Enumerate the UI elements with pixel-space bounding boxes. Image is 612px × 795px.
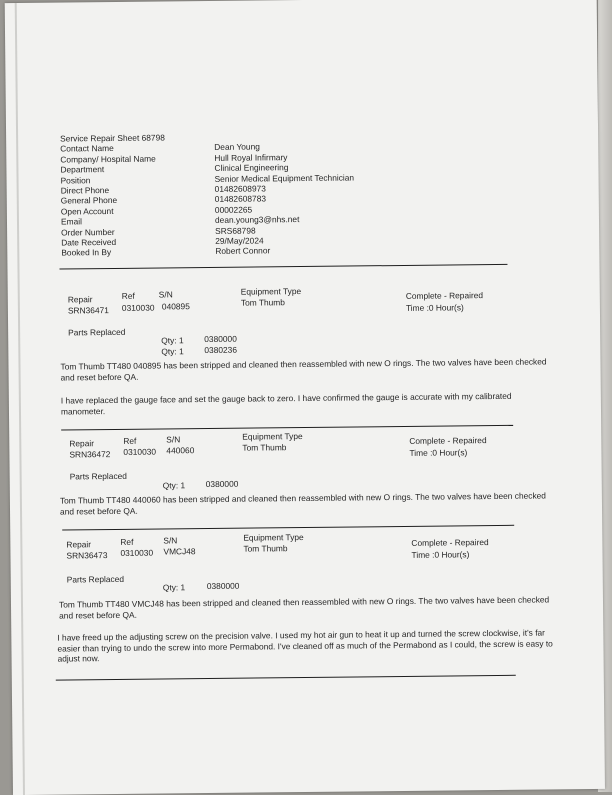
field-label: Booked In By bbox=[61, 247, 111, 258]
equipment-type: Tom Thumb bbox=[243, 543, 287, 554]
field-label: Email bbox=[61, 216, 82, 227]
repair-label: Repair bbox=[68, 294, 93, 305]
field-label: Position bbox=[61, 175, 91, 186]
repair-label: Repair bbox=[69, 438, 94, 449]
ref-label: Ref bbox=[123, 436, 136, 447]
field-label: Open Account bbox=[61, 206, 114, 217]
field-label: General Phone bbox=[61, 195, 117, 206]
field-value: Robert Connor bbox=[215, 246, 270, 257]
parts-replaced-label: Parts Replaced bbox=[68, 327, 125, 338]
field-value: Senior Medical Equipment Technician bbox=[214, 172, 354, 184]
repair-number: SRN36472 bbox=[69, 449, 110, 460]
repair-note: Tom Thumb TT480 440060 has been stripped and cleaned then reassembled with new O rings. The two valves have been checked and reset before QA. bbox=[60, 490, 558, 516]
field-label: Direct Phone bbox=[61, 185, 110, 196]
customer-details bbox=[60, 134, 61, 259]
parts-replaced-label: Parts Replaced bbox=[70, 471, 127, 482]
serial-number: VMCJ48 bbox=[163, 546, 195, 557]
field-label: Order Number bbox=[61, 226, 115, 237]
part-number: 0380000 bbox=[204, 334, 237, 345]
part-qty: Qty: 1 bbox=[163, 480, 185, 491]
repair-number: SRN36471 bbox=[68, 305, 109, 316]
repair-time: Time :0 Hour(s) bbox=[411, 549, 469, 560]
field-label: Company/ Hospital Name bbox=[60, 153, 156, 164]
equipment-type: Tom Thumb bbox=[241, 297, 285, 308]
repair-entry bbox=[5, 0, 597, 3]
repair-time: Time :0 Hour(s) bbox=[409, 447, 467, 458]
field-label: Department bbox=[60, 164, 104, 175]
ref-number: 0310030 bbox=[122, 303, 155, 314]
field-value: Hull Royal Infirmary bbox=[214, 152, 287, 163]
field-value: 01482608783 bbox=[215, 194, 266, 205]
repair-entry bbox=[5, 0, 597, 3]
ref-label: Ref bbox=[122, 291, 135, 302]
field-label: Date Received bbox=[61, 237, 116, 248]
sheet-title: Service Repair Sheet 68798 bbox=[60, 132, 165, 144]
part-qty: Qty: 1 bbox=[161, 346, 183, 357]
repair-time: Time :0 Hour(s) bbox=[406, 302, 464, 313]
repair-label: Repair bbox=[66, 539, 91, 550]
repair-status: Complete - Repaired bbox=[409, 435, 486, 446]
repair-status: Complete - Repaired bbox=[406, 290, 483, 301]
field-value: 00002265 bbox=[215, 204, 252, 215]
field-value: 29/May/2024 bbox=[215, 235, 264, 246]
section-divider bbox=[59, 264, 507, 270]
repair-note: I have freed up the adjusting screw on the precision valve. I used my hot air gun to heat it up and turned the screw clockwise, it's far easier than trying to undo the screw into more Permabond. I've cleaned off as much of the Permabond as I could, the screw is easy to adjust now. bbox=[57, 627, 561, 664]
ref-number: 0310030 bbox=[120, 548, 153, 559]
field-value: 01482608973 bbox=[215, 183, 266, 194]
ref-number: 0310030 bbox=[123, 447, 156, 458]
field-value: Dean Young bbox=[214, 142, 260, 153]
field-value: Clinical Engineering bbox=[214, 162, 288, 173]
part-qty: Qty: 1 bbox=[161, 335, 183, 346]
field-label: Contact Name bbox=[60, 143, 114, 154]
sn-label: S/N bbox=[159, 289, 173, 300]
equipment-type-label: Equipment Type bbox=[243, 532, 303, 543]
repair-status: Complete - Repaired bbox=[411, 537, 488, 548]
equipment-type-label: Equipment Type bbox=[242, 431, 302, 442]
part-number: 0380236 bbox=[204, 345, 237, 356]
repair-entry bbox=[5, 0, 597, 3]
repair-sheet-page bbox=[5, 0, 605, 795]
sn-label: S/N bbox=[163, 535, 177, 546]
equipment-type-label: Equipment Type bbox=[241, 286, 301, 297]
section-divider bbox=[62, 525, 514, 531]
serial-number: 040895 bbox=[162, 301, 190, 312]
section-divider bbox=[56, 675, 516, 681]
repair-note: Tom Thumb TT480 VMCJ48 has been stripped and cleaned then reassembled with new O rings. The two valves have been checked and reset before QA. bbox=[59, 594, 559, 620]
field-value: SRS68798 bbox=[215, 225, 256, 236]
serial-number: 440060 bbox=[166, 445, 194, 456]
part-number: 0380000 bbox=[207, 581, 240, 592]
stacked-sheet-edge bbox=[15, 3, 25, 795]
equipment-type: Tom Thumb bbox=[242, 442, 286, 453]
repair-number: SRN36473 bbox=[66, 550, 107, 561]
part-qty: Qty: 1 bbox=[163, 582, 185, 593]
ref-label: Ref bbox=[120, 537, 133, 548]
sn-label: S/N bbox=[166, 434, 180, 445]
field-value: dean.young3@nhs.net bbox=[215, 214, 300, 225]
section-divider bbox=[61, 425, 513, 431]
repair-note: Tom Thumb TT480 040895 has been stripped and cleaned then reassembled with new O rings. The two valves have been checked and reset before QA. bbox=[60, 356, 556, 382]
repair-note: I have replaced the gauge face and set the gauge back to zero. I have confirmed the gauge is accurate with my calibrated manometer. bbox=[61, 391, 541, 417]
parts-replaced-label: Parts Replaced bbox=[67, 574, 124, 585]
part-number: 0380000 bbox=[206, 479, 239, 490]
